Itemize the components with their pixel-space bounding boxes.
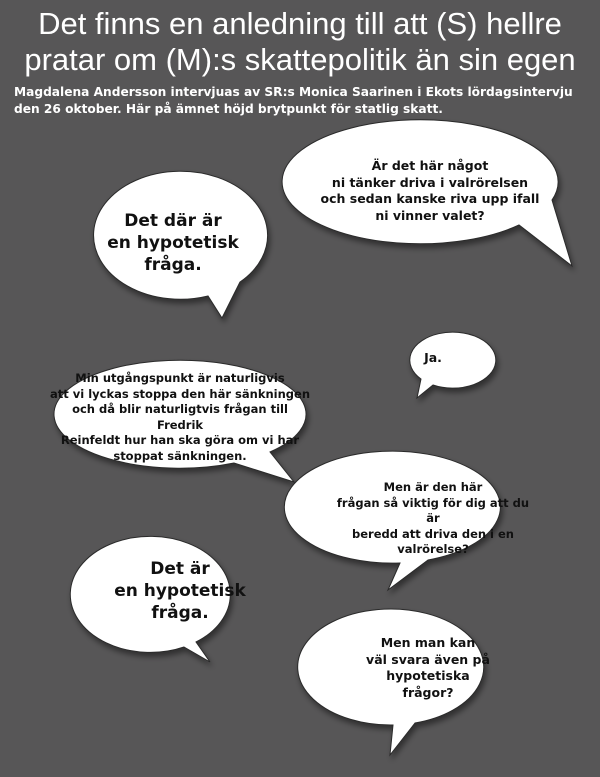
bubble-1-line-1: Är det här något [371, 158, 489, 173]
bubble-6-line-1: Det är [150, 559, 210, 579]
bubble-1-line-4: ni vinner valet? [375, 207, 485, 223]
bubble-5-line-1: Men är den här [383, 480, 483, 494]
headline-line-1: Det finns en anledning till att (S) hellre [38, 6, 562, 41]
bubble-4-line-5: stoppat sänkningen. [113, 448, 247, 463]
bubble-6-text [110, 558, 250, 624]
bubble-2-line-3: fråga. [144, 255, 202, 275]
bubble-6-line-2: en hypotetisk [114, 581, 246, 601]
bubble-1-text [300, 158, 560, 224]
bubble-5-line-4: valrörelse? [397, 542, 469, 556]
bubble-3-text [403, 350, 463, 367]
bubble-6-line-3: fråga. [151, 603, 209, 623]
bubble-4-text [50, 371, 310, 464]
bubble-7-line-4: frågor? [402, 684, 454, 700]
bubble-7-line-3: hypotetiska [386, 668, 470, 683]
bubble-2-line-2: en hypotetisk [107, 233, 239, 253]
bubble-1-line-3: och sedan kanske riva upp ifall [320, 191, 540, 206]
bubble-7-text [348, 635, 508, 701]
bubble-5-line-2: frågan så viktig för dig att du är [336, 495, 530, 525]
bubble-4-line-1: Min utgångspunkt är naturligvis [75, 371, 285, 385]
intro-text: Magdalena Andersson intervjuas av SR:s Monica Saarinen i Ekots lördagsintervju den 26 oktober. Här på ämnet höjd brytpunkt för statlig skatt. [14, 85, 573, 116]
bubble-4-line-4: Reinfeldt hur han ska göra om vi har [60, 433, 300, 447]
bubble-5-line-3: beredd att driva den i en [352, 526, 514, 541]
bubble-7-line-2: väl svara även på [366, 651, 490, 667]
bubble-3-line-1: Ja. [424, 350, 442, 365]
bubble-1-line-2: ni tänker driva i valrörelsen [331, 174, 529, 190]
bubble-5-text [333, 480, 533, 558]
bubble-7-line-1: Men man kan [380, 635, 476, 650]
bubble-2-line-1: Det där är [124, 211, 222, 231]
bubble-2-text [98, 210, 248, 276]
headline-line-2: pratar om (M):s skattepolitik än sin egen [24, 42, 576, 77]
bubble-4-line-2: att vi lyckas stoppa den här sänkningen [50, 386, 311, 401]
bubble-4-line-3: och då blir naturligtvis frågan till Fredrik [72, 402, 288, 432]
